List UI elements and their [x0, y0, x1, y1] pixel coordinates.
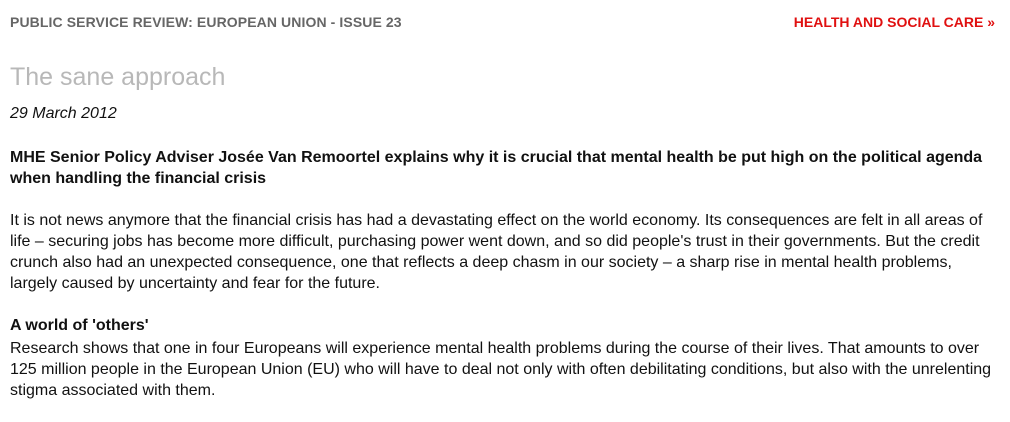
- article-title: The sane approach: [10, 63, 226, 91]
- section-link-health-social-care[interactable]: HEALTH AND SOCIAL CARE »: [793, 14, 995, 30]
- page-header: [10, 12, 995, 34]
- article-date: 29 March 2012: [10, 105, 117, 122]
- publication-label: PUBLIC SERVICE REVIEW: EUROPEAN UNION - ISSUE 23: [10, 14, 402, 30]
- article-standfirst: MHE Senior Policy Adviser Josée Van Remoortel explains why it is crucial that mental health be put high on the political agenda when handling the financial crisis: [10, 149, 983, 187]
- article-paragraph: It is not news anymore that the financial crisis has had a devastating effect on the world economy. Its consequences are felt in all areas of life – securing jobs has become more difficult, purchasing power went down, and so did people's trust in their governments. But the credit crunch also had an unexpected consequence, one that reflects a deep chasm in our society – a sharp rise in mental health problems, largely caused by uncertainty and fear for the future.: [10, 212, 983, 292]
- article-subheading: A world of 'others': [10, 317, 149, 334]
- article-paragraph: Research shows that one in four Europeans will experience mental health problems during the course of their lives. That amounts to over 125 million people in the European Union (EU) who will have to deal not only with often debilitating conditions, but also with the unrelenting stigma associated with them.: [10, 340, 992, 399]
